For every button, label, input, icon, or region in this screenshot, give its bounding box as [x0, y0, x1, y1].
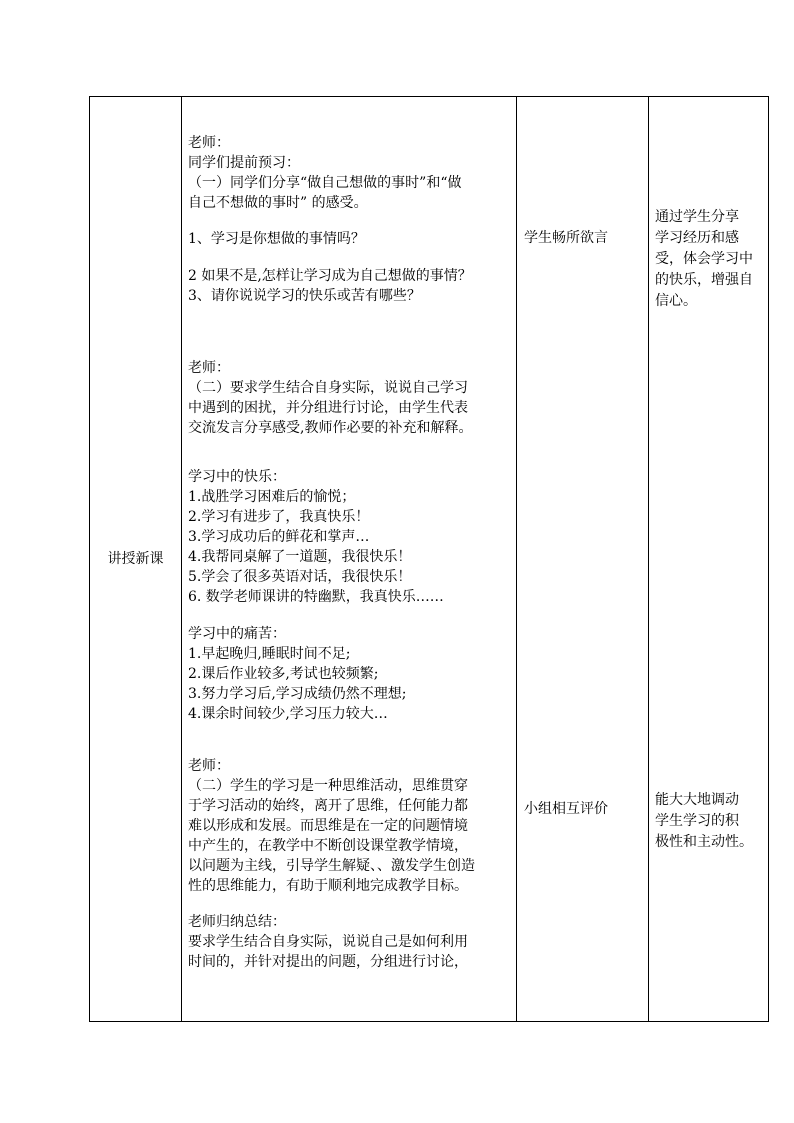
content-line: 于学习活动的始终，离开了思维，任何能力都 — [188, 798, 468, 814]
lesson-plan-table — [89, 96, 769, 1022]
paragraph-gap — [188, 724, 516, 756]
content-line: 同学们提前预习： — [188, 155, 300, 171]
content-line: 时间的，并针对提出的问题，分组进行讨论， — [188, 954, 468, 970]
content-line: 老师： — [188, 135, 230, 151]
content-line: 2 如果不是,怎样让学习成为自己想做的事情？ — [188, 268, 472, 284]
content-line: 中遇到的困扰，并分组进行讨论，由学生代表 — [188, 400, 468, 416]
intent-line: 极性和主动性。 — [655, 834, 753, 850]
intent-line: 信心。 — [655, 293, 697, 309]
content-line: 自己不想做的事时” 的感受。 — [188, 195, 368, 211]
design-intent-1 — [655, 207, 767, 312]
content-line: 交流发言分享感受,教师作必要的补充和解释。 — [188, 420, 473, 436]
content-line: （一）同学们分享“做自己想做的事时”和“做 — [188, 175, 462, 191]
paragraph-gap — [188, 249, 516, 266]
student-activity-2: 小组相互评价 — [524, 801, 608, 817]
paragraph-gap — [188, 438, 516, 467]
column-divider-3 — [648, 97, 649, 1021]
intent-line: 能大大地调动 — [655, 792, 739, 808]
content-line: 3.学习成功后的鲜花和掌声… — [188, 529, 370, 545]
content-line: 1.早起晚归,睡眠时间不足; — [188, 646, 351, 662]
content-line: 学习中的痛苦： — [188, 626, 286, 642]
content-line: 1.战胜学习困难后的愉悦； — [188, 489, 356, 505]
stage-label: 讲授新课 — [107, 551, 164, 567]
content-line: 3、请你说说学习的快乐或苦有哪些？ — [188, 288, 421, 304]
content-line: 性的思维能力，有助于顺利地完成教学目标。 — [188, 878, 468, 894]
content-line: （二）学生的学习是一种思维活动，思维贯穿 — [188, 778, 468, 794]
content-line: 4.课余时间较少,学习压力较大… — [188, 706, 388, 722]
content-line: 以问题为主线，引导学生解疑、、激发学生创造 — [188, 858, 475, 874]
content-line: 3.努力学习后,学习成绩仍然不理想; — [188, 686, 407, 702]
teaching-content — [188, 133, 516, 972]
content-line: 学习中的快乐： — [188, 469, 286, 485]
intent-line: 学生学习的积 — [655, 813, 739, 829]
content-line: 6. 数学老师课讲的特幽默，我真快乐…… — [188, 589, 444, 605]
content-line: （二）要求学生结合自身实际，说说自己学习 — [188, 380, 468, 396]
content-line: 2.学习有进步了，我真快乐！ — [188, 509, 370, 525]
paragraph-gap — [188, 896, 516, 912]
content-line: 4.我帮同桌解了一道题，我很快乐！ — [188, 549, 412, 565]
content-line: 老师归纳总结： — [188, 914, 286, 930]
intent-line: 通过学生分享 — [655, 209, 739, 225]
column-divider-1 — [181, 97, 182, 1021]
content-line: 要求学生结合自身实际，说说自己是如何利用 — [188, 934, 468, 950]
intent-line: 学习经历和感 — [655, 230, 739, 246]
paragraph-gap — [188, 213, 516, 229]
paragraph-gap — [188, 306, 516, 358]
content-line: 老师： — [188, 360, 230, 376]
intent-line: 受，体会学习中 — [655, 251, 753, 267]
paragraph-gap — [188, 607, 516, 624]
content-line: 1、学习是你想做的事情吗？ — [188, 231, 365, 247]
content-line: 中产生的，在教学中不断创设课堂教学情境， — [188, 838, 468, 854]
design-intent-2 — [655, 790, 767, 853]
student-activity-1: 学生畅所欲言 — [524, 230, 608, 246]
content-line: 5.学会了很多英语对话，我很快乐！ — [188, 569, 412, 585]
content-line: 难以形成和发展。而思维是在一定的问题情境 — [188, 818, 468, 834]
column-divider-2 — [516, 97, 517, 1021]
content-line: 老师： — [188, 758, 230, 774]
content-line: 2.课后作业较多,考试也较频繁; — [188, 666, 379, 682]
intent-line: 的快乐，增强自 — [655, 272, 753, 288]
